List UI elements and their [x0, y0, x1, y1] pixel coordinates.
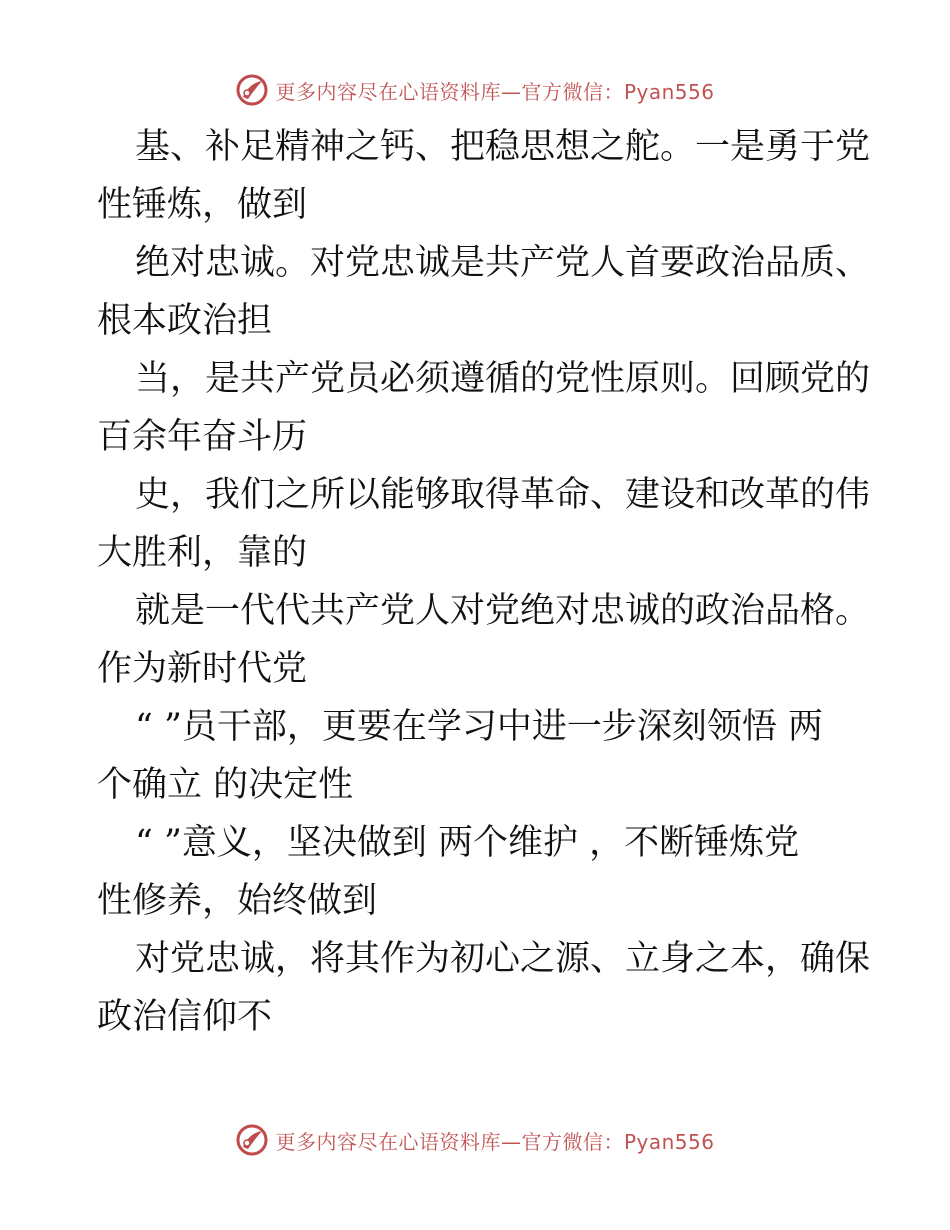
paragraph — [97, 466, 871, 582]
text-line: 对党忠诚，将其作为初心之源、立身之本，确保 — [135, 939, 871, 979]
paragraph — [97, 930, 871, 1046]
footer-watermark-banner — [0, 1120, 950, 1160]
paragraph — [97, 234, 871, 350]
text-line: 史，我们之所以能够取得革命、建设和改革的伟 — [135, 475, 871, 515]
banner-text: 更多内容尽在心语资料库—官方微信：Pyan556 — [275, 79, 715, 104]
text-line: 性锤炼，做到 — [97, 185, 308, 225]
header-watermark-banner — [0, 70, 950, 110]
text-line: “ ”员干部，更要在学习中进一步深刻领悟 两 — [135, 707, 824, 747]
paragraph — [97, 582, 871, 698]
text-line: 基、补足精神之钙、把稳思想之舵。一是勇于党 — [135, 127, 871, 167]
text-line: 绝对忠诚。对党忠诚是共产党人首要政治品质、 — [135, 243, 871, 283]
paragraph — [97, 118, 871, 234]
paragraph — [97, 698, 857, 814]
text-line: 政治信仰不 — [97, 997, 273, 1037]
paragraph — [97, 350, 871, 466]
logo-icon — [235, 1123, 269, 1157]
banner-text: 更多内容尽在心语资料库—官方微信：Pyan556 — [275, 1129, 715, 1154]
text-line: 百余年奋斗历 — [97, 417, 308, 457]
text-line: 性修养，始终做到 — [97, 881, 378, 921]
text-line: 作为新时代党 — [97, 649, 308, 689]
paragraph — [97, 814, 857, 930]
text-line: 大胜利，靠的 — [97, 533, 308, 573]
text-line: 根本政治担 — [97, 301, 273, 341]
text-line: 就是一代代共产党人对党绝对忠诚的政治品格。 — [135, 591, 871, 631]
logo-icon — [235, 73, 269, 107]
text-line: “ ”意义，坚决做到 两个维护 ，不断锤炼党 — [135, 823, 800, 863]
document-body — [97, 118, 871, 1046]
text-line: 当，是共产党员必须遵循的党性原则。回顾党的 — [135, 359, 871, 399]
text-line: 个确立 的决定性 — [97, 765, 354, 805]
